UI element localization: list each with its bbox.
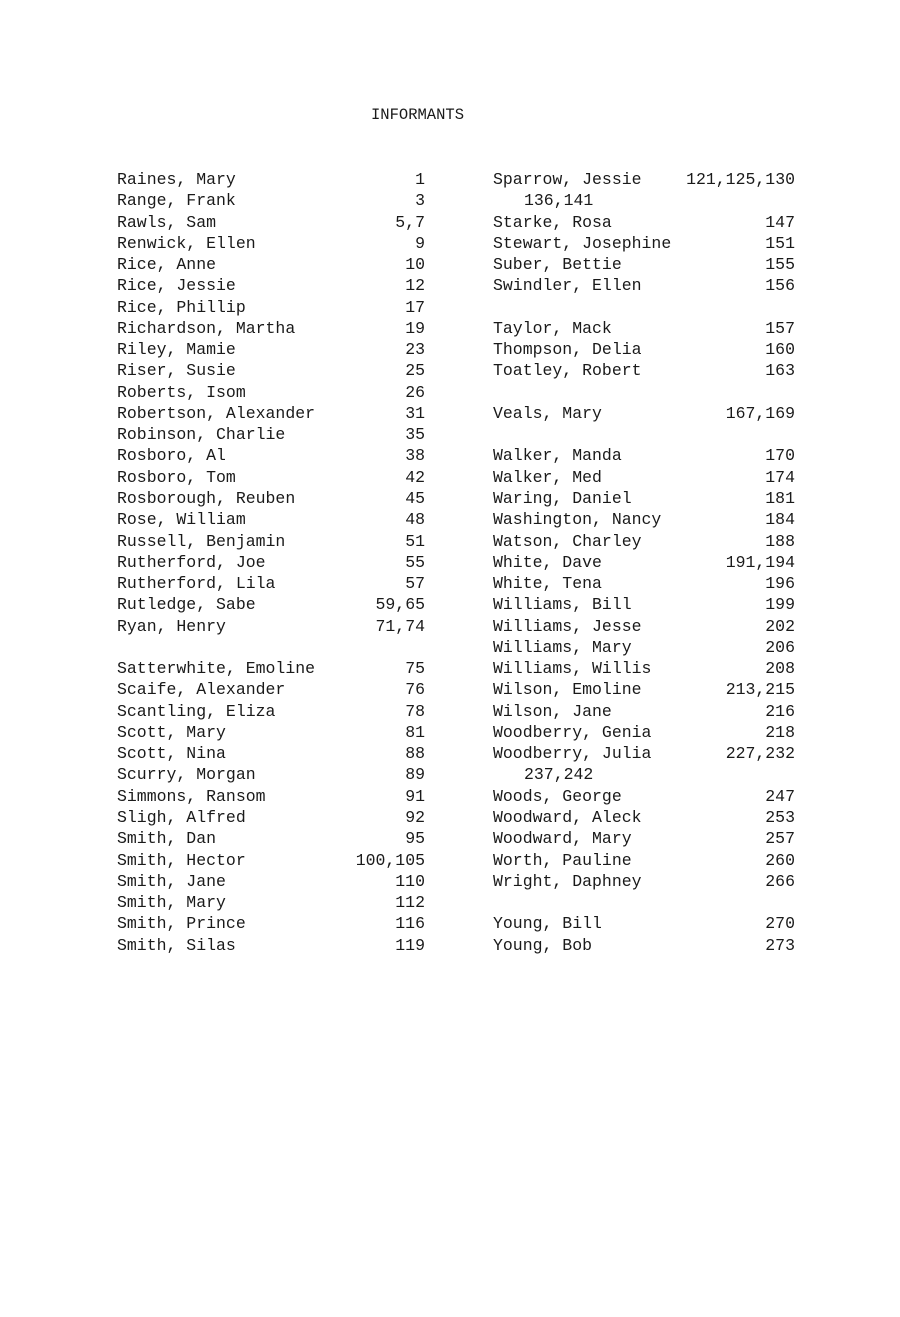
- informant-pages: 100,105: [355, 850, 425, 870]
- informant-name: Rice, Phillip: [117, 297, 246, 317]
- informant-name: Robertson, Alexander: [117, 403, 316, 423]
- informant-name: Swindler, Ellen: [493, 276, 642, 296]
- informant-name: Young, Bob: [493, 935, 593, 955]
- informant-pages: 19: [405, 318, 425, 338]
- informant-entry: [117, 552, 425, 573]
- informant-pages: 55: [405, 552, 425, 572]
- informant-pages: 48: [405, 510, 425, 530]
- informant-entry: [117, 743, 425, 764]
- informant-name: Smith, Silas: [117, 935, 236, 955]
- page-title: INFORMANTS: [371, 106, 465, 124]
- informant-entry: [493, 573, 795, 594]
- informant-pages: 202: [765, 616, 795, 636]
- informant-name: Satterwhite, Emoline: [117, 659, 316, 679]
- informant-entry: [117, 382, 425, 403]
- informant-entry: [117, 764, 425, 785]
- informant-name: Williams, Jesse: [493, 616, 642, 636]
- informant-name: Woodward, Mary: [493, 829, 632, 849]
- informant-pages: 167,169: [725, 403, 795, 423]
- informant-entry: [493, 254, 795, 275]
- informant-pages: 163: [765, 361, 795, 381]
- section-gap: [493, 297, 795, 318]
- entry-pages-continued: 136,141: [524, 191, 594, 211]
- informant-entry: [493, 488, 795, 509]
- informant-name: Thompson, Delia: [493, 340, 642, 360]
- informant-pages: 51: [405, 531, 425, 551]
- informant-entry: [493, 445, 795, 466]
- entry-continuation-row: [493, 190, 795, 211]
- section-gap: [493, 424, 795, 445]
- informant-name: Roberts, Isom: [117, 382, 246, 402]
- section-gap: [493, 382, 795, 403]
- informant-name: Rosborough, Reuben: [117, 488, 296, 508]
- informant-entry: [493, 743, 795, 764]
- informant-pages: 57: [405, 574, 425, 594]
- informant-name: Woods, George: [493, 786, 622, 806]
- informant-name: Robinson, Charlie: [117, 425, 286, 445]
- informant-name: Toatley, Robert: [493, 361, 642, 381]
- informant-entry: [117, 701, 425, 722]
- informant-name: Rice, Anne: [117, 255, 217, 275]
- informant-pages: 191,194: [725, 552, 795, 572]
- informant-entry: [493, 658, 795, 679]
- informant-name: Rutledge, Sabe: [117, 595, 256, 615]
- informant-pages: 45: [405, 488, 425, 508]
- informant-pages: 23: [405, 340, 425, 360]
- informant-pages: 5,7: [395, 212, 425, 232]
- informant-pages: 216: [765, 701, 795, 721]
- informant-entry: [117, 679, 425, 700]
- informant-pages: 25: [405, 361, 425, 381]
- informant-entry: [493, 169, 795, 190]
- informant-pages: 59,65: [375, 595, 425, 615]
- informant-entry: [117, 594, 425, 615]
- informant-pages: 110: [395, 871, 425, 891]
- informant-name: White, Dave: [493, 552, 602, 572]
- informant-entry: [493, 552, 795, 573]
- informant-entry: [493, 403, 795, 424]
- informant-name: Williams, Willis: [493, 659, 652, 679]
- informant-name: Veals, Mary: [493, 403, 602, 423]
- informant-name: Scott, Mary: [117, 722, 226, 742]
- informant-pages: 266: [765, 871, 795, 891]
- informant-name: Scott, Nina: [117, 744, 226, 764]
- informant-entry: [493, 679, 795, 700]
- informant-pages: 76: [405, 680, 425, 700]
- informant-entry: [117, 573, 425, 594]
- informant-pages: 81: [405, 722, 425, 742]
- informant-entry: [117, 297, 425, 318]
- informant-entry: [117, 190, 425, 211]
- informant-entry: [117, 339, 425, 360]
- informant-pages: 213,215: [725, 680, 795, 700]
- informant-name: Walker, Manda: [493, 446, 622, 466]
- informant-pages: 260: [765, 850, 795, 870]
- informant-name: Scantling, Eliza: [117, 701, 276, 721]
- informant-pages: 9: [415, 233, 425, 253]
- informant-pages: 42: [405, 467, 425, 487]
- informant-entry: [493, 913, 795, 934]
- informant-pages: 227,232: [725, 744, 795, 764]
- section-gap: [117, 637, 425, 658]
- informant-pages: 3: [415, 191, 425, 211]
- informant-pages: 71,74: [375, 616, 425, 636]
- informant-entry: [117, 254, 425, 275]
- informant-name: Smith, Hector: [117, 850, 246, 870]
- informant-entry: [117, 913, 425, 934]
- informant-entry: [493, 871, 795, 892]
- informant-pages: 17: [405, 297, 425, 317]
- informant-name: Rutherford, Joe: [117, 552, 266, 572]
- informant-pages: 188: [765, 531, 795, 551]
- informant-entry: [493, 935, 795, 956]
- informant-name: Walker, Med: [493, 467, 602, 487]
- informant-entry: [493, 339, 795, 360]
- informant-pages: 10: [405, 255, 425, 275]
- informant-name: Woodward, Aleck: [493, 807, 642, 827]
- informant-name: Wright, Daphney: [493, 871, 642, 891]
- informant-name: Rutherford, Lila: [117, 574, 276, 594]
- informant-pages: 121,125,130: [686, 170, 795, 189]
- informant-name: Rice, Jessie: [117, 276, 236, 296]
- informant-name: Wilson, Emoline: [493, 680, 642, 700]
- section-gap: [493, 892, 795, 913]
- informant-name: Russell, Benjamin: [117, 531, 286, 551]
- informant-entry: [493, 594, 795, 615]
- informant-name: Washington, Nancy: [493, 510, 662, 530]
- informant-entry: [117, 828, 425, 849]
- informant-name: Smith, Mary: [117, 893, 226, 913]
- informant-name: Williams, Bill: [493, 595, 632, 615]
- informant-name: Raines, Mary: [117, 170, 236, 189]
- informant-entry: [493, 637, 795, 658]
- informant-entry: [117, 850, 425, 871]
- informant-entry: [117, 445, 425, 466]
- informant-entry: [117, 935, 425, 956]
- informant-entry: [117, 616, 425, 637]
- informant-pages: 112: [395, 893, 425, 913]
- informant-name: Waring, Daniel: [493, 488, 632, 508]
- informant-name: Rawls, Sam: [117, 212, 217, 232]
- informant-pages: 35: [405, 425, 425, 445]
- informant-name: Ryan, Henry: [117, 616, 226, 636]
- informant-entry: [493, 212, 795, 233]
- informant-pages: 116: [395, 914, 425, 934]
- informant-pages: 151: [765, 233, 795, 253]
- informants-left-column: [117, 169, 425, 956]
- informant-pages: 155: [765, 255, 795, 275]
- informant-name: Williams, Mary: [493, 637, 632, 657]
- informant-pages: 12: [405, 276, 425, 296]
- informant-name: Watson, Charley: [493, 531, 642, 551]
- informant-pages: 218: [765, 722, 795, 742]
- informant-pages: 147: [765, 212, 795, 232]
- informant-name: Woodberry, Julia: [493, 744, 652, 764]
- informant-name: Rose, William: [117, 510, 246, 530]
- informant-entry: [493, 318, 795, 339]
- informant-entry: [117, 360, 425, 381]
- informant-entry: [117, 233, 425, 254]
- informant-name: Starke, Rosa: [493, 212, 612, 232]
- informant-pages: 270: [765, 914, 795, 934]
- informant-pages: 75: [405, 659, 425, 679]
- entry-pages-continued: 237,242: [524, 765, 594, 785]
- informant-entry: [493, 531, 795, 552]
- informant-name: Scurry, Morgan: [117, 765, 256, 785]
- informant-name: White, Tena: [493, 574, 602, 594]
- informant-pages: 88: [405, 744, 425, 764]
- informant-entry: [117, 424, 425, 445]
- informant-pages: 78: [405, 701, 425, 721]
- informant-entry: [493, 828, 795, 849]
- informant-pages: 206: [765, 637, 795, 657]
- informant-entry: [493, 467, 795, 488]
- informant-name: Young, Bill: [493, 914, 602, 934]
- informant-pages: 184: [765, 510, 795, 530]
- informant-entry: [117, 509, 425, 530]
- informant-pages: 31: [405, 403, 425, 423]
- informant-name: Taylor, Mack: [493, 318, 612, 338]
- informant-pages: 181: [765, 488, 795, 508]
- informant-entry: [117, 275, 425, 296]
- informant-entry: [493, 722, 795, 743]
- informant-pages: 1: [415, 170, 425, 189]
- entry-continuation-row: [493, 764, 795, 785]
- informant-pages: 247: [765, 786, 795, 806]
- informant-pages: 257: [765, 829, 795, 849]
- informant-name: Scaife, Alexander: [117, 680, 286, 700]
- informant-entry: [117, 658, 425, 679]
- informant-name: Riley, Mamie: [117, 340, 236, 360]
- informant-entry: [117, 467, 425, 488]
- informant-pages: 208: [765, 659, 795, 679]
- informant-name: Smith, Dan: [117, 829, 217, 849]
- informant-pages: 91: [405, 786, 425, 806]
- informant-pages: 95: [405, 829, 425, 849]
- informant-pages: 196: [765, 574, 795, 594]
- informant-entry: [493, 616, 795, 637]
- informant-pages: 170: [765, 446, 795, 466]
- informants-right-column: [493, 169, 795, 956]
- informant-name: Woodberry, Genia: [493, 722, 652, 742]
- informant-entry: [493, 786, 795, 807]
- informant-entry: [117, 169, 425, 190]
- informant-name: Rosboro, Tom: [117, 467, 236, 487]
- informant-entry: [117, 786, 425, 807]
- informant-entry: [117, 807, 425, 828]
- informant-pages: 92: [405, 807, 425, 827]
- informant-entry: [117, 403, 425, 424]
- informant-pages: 157: [765, 318, 795, 338]
- informant-entry: [493, 509, 795, 530]
- informant-name: Wilson, Jane: [493, 701, 612, 721]
- informant-pages: 253: [765, 807, 795, 827]
- informant-entry: [117, 212, 425, 233]
- informant-name: Worth, Pauline: [493, 850, 632, 870]
- informant-pages: 199: [765, 595, 795, 615]
- informant-pages: 38: [405, 446, 425, 466]
- informant-pages: 119: [395, 935, 425, 955]
- informant-pages: 273: [765, 935, 795, 955]
- informant-entry: [493, 850, 795, 871]
- informant-pages: 26: [405, 382, 425, 402]
- informant-entry: [493, 233, 795, 254]
- informant-entry: [117, 488, 425, 509]
- informant-pages: 174: [765, 467, 795, 487]
- informant-name: Stewart, Josephine: [493, 233, 672, 253]
- informant-name: Smith, Prince: [117, 914, 246, 934]
- informant-pages: 89: [405, 765, 425, 785]
- informant-name: Sligh, Alfred: [117, 807, 246, 827]
- informant-pages: 156: [765, 276, 795, 296]
- informant-name: Richardson, Martha: [117, 318, 296, 338]
- informant-pages: 160: [765, 340, 795, 360]
- informant-name: Simmons, Ransom: [117, 786, 266, 806]
- informant-name: Sparrow, Jessie: [493, 170, 642, 189]
- informant-entry: [117, 531, 425, 552]
- informant-entry: [493, 807, 795, 828]
- informant-name: Riser, Susie: [117, 361, 236, 381]
- informant-entry: [493, 701, 795, 722]
- informant-entry: [117, 318, 425, 339]
- informant-entry: [117, 892, 425, 913]
- informant-entry: [493, 275, 795, 296]
- informant-entry: [493, 360, 795, 381]
- informant-entry: [117, 871, 425, 892]
- informant-name: Rosboro, Al: [117, 446, 226, 466]
- informant-name: Renwick, Ellen: [117, 233, 256, 253]
- informant-name: Range, Frank: [117, 191, 236, 211]
- informant-name: Suber, Bettie: [493, 255, 622, 275]
- informant-name: Smith, Jane: [117, 871, 226, 891]
- informant-entry: [117, 722, 425, 743]
